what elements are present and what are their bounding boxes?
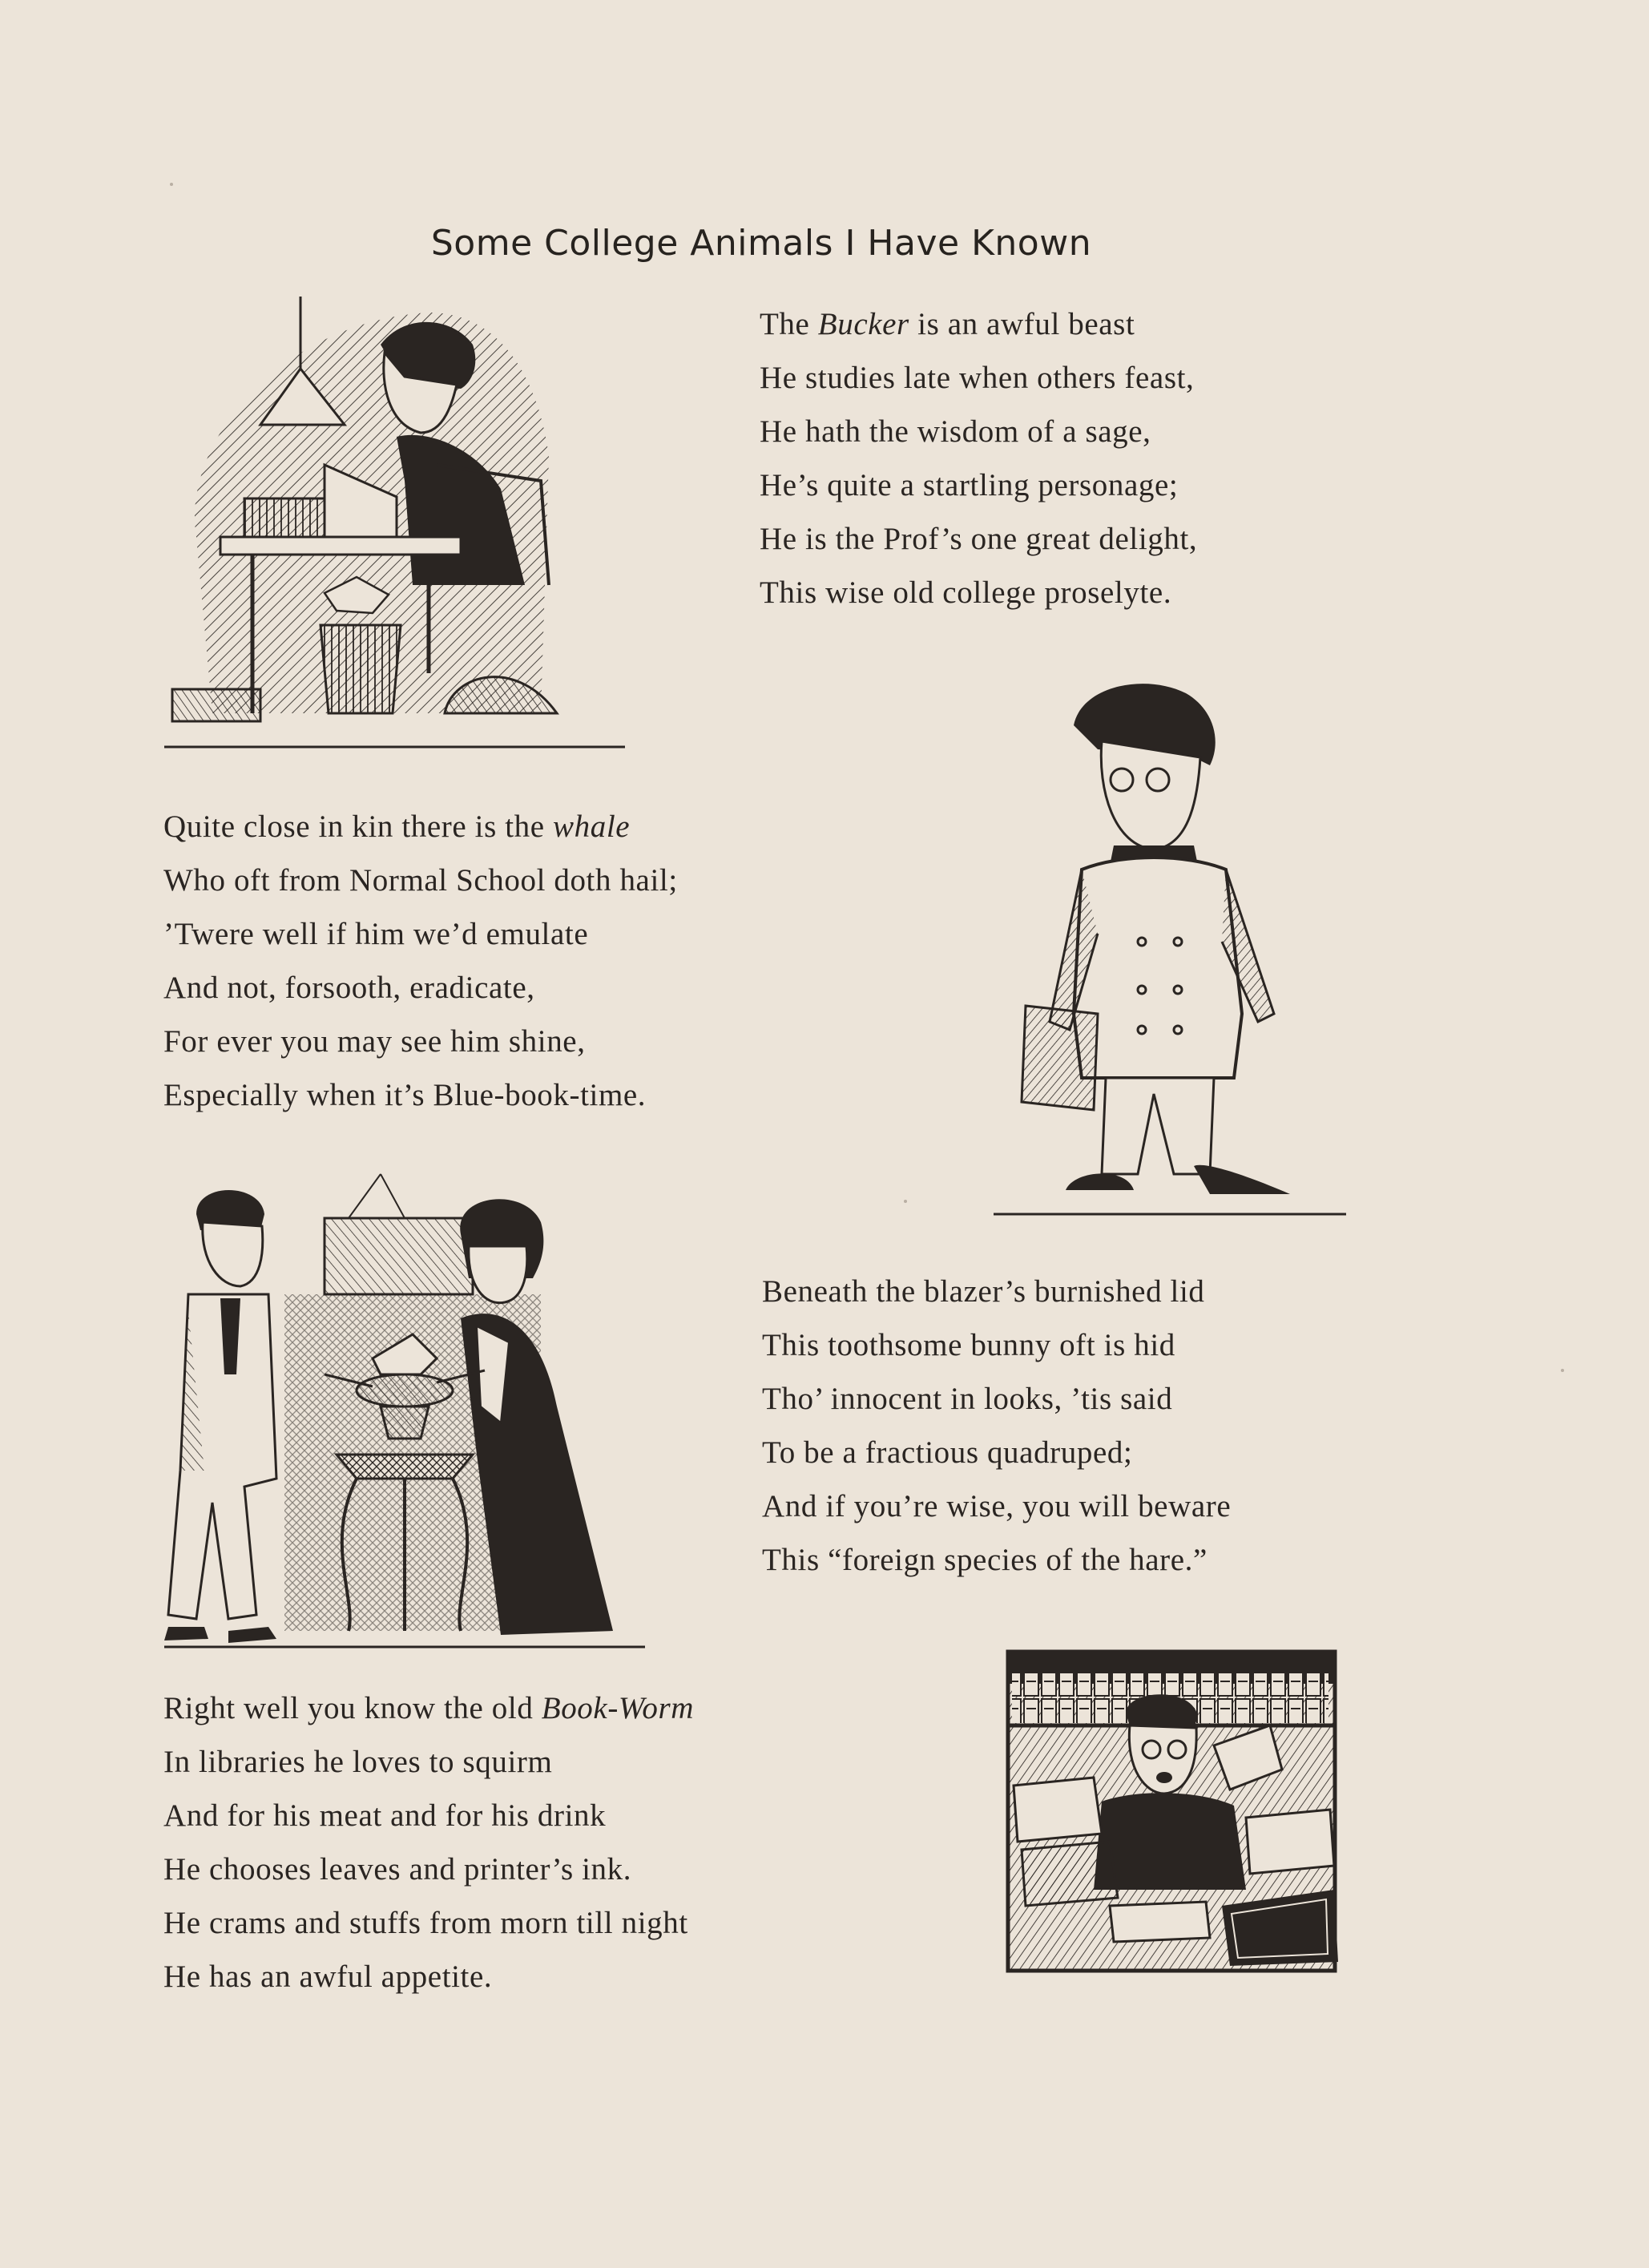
verse-line: For ever you may see him shine, [163,1024,586,1059]
verse-line: He hath the wisdom of a sage, [760,414,1151,449]
stanza-whale [163,800,678,1122]
verse-line: This “foreign species of the hare.” [762,1543,1208,1577]
verse-line: Especially when it’s Blue-book-time. [163,1078,647,1112]
page-title: Some College Animals I Have Known [430,223,1092,264]
verse-line: Beneath the blazer’s burnished lid [762,1274,1205,1309]
paper-speck [904,1200,907,1203]
verse-line: And for his meat and for his drink [163,1798,607,1833]
verse-line: In libraries he loves to squirm [163,1745,553,1779]
stanza-bucker [760,297,1197,619]
verse-line: He has an awful appetite. [163,1959,493,1994]
verse-line: He studies late when others feast, [760,361,1195,395]
paper-speck [170,183,173,186]
verse-line: This wise old college proselyte. [760,575,1172,610]
verse-line: He is the Prof’s one great delight, [760,522,1198,556]
whale-illustration [994,677,1354,1222]
verse-line: Right well you know the old Book-Worm [163,1691,695,1725]
stanza-bunny [762,1265,1231,1587]
bunny-illustration [164,1166,653,1655]
book-worm-illustration [1006,1649,1358,1978]
verse-line: Who oft from Normal School doth hail; [163,863,678,898]
verse-line: He’s quite a startling personage; [760,468,1179,502]
stanza-book-worm [163,1681,694,2004]
verse-line: This toothsome bunny oft is hid [762,1328,1175,1362]
verse-line: And if you’re wise, you will beware [762,1489,1232,1523]
verse-line: He chooses leaves and printer’s ink. [163,1852,632,1887]
verse-line: To be a fractious quadruped; [762,1435,1133,1470]
verse-line: Tho’ innocent in looks, ’tis said [762,1382,1173,1416]
bucker-illustration [164,297,629,749]
verse-line: And not, forsooth, eradicate, [163,971,535,1005]
verse-line: The Bucker is an awful beast [760,307,1135,341]
verse-line: ’Twere well if him we’d emulate [163,917,589,951]
verse-line: Quite close in kin there is the whale [163,809,631,844]
paper-speck [1561,1369,1564,1372]
verse-line: He crams and stuffs from morn till night [163,1906,688,1940]
